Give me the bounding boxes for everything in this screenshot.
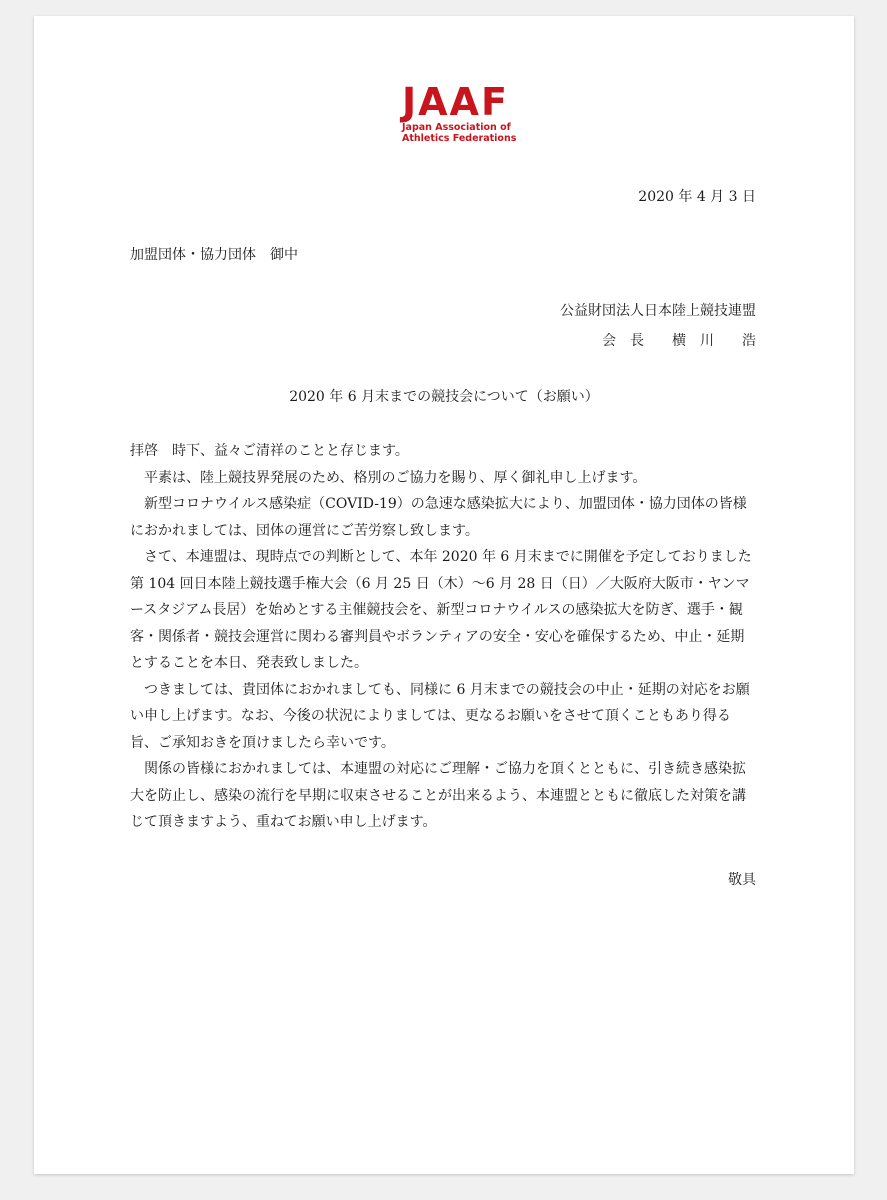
sender-signature	[602, 330, 756, 350]
closing-salutation: 敬具	[728, 872, 756, 888]
body-paragraph: 関係の皆様におかれましては、本連盟の対応にご理解・ご協力を頂くとともに、引き続き感染拡大を防止し、感染の流行を早期に収束させることが出来るよう、本連盟とともに徹底した対策を講じて頂きますよう、重ねてお願い申し上げます。	[130, 761, 746, 830]
greeting-paragraph: 拝啓 時下、益々ご清祥のことと存じます。	[130, 443, 409, 459]
logo-mark: JAAF	[402, 80, 509, 124]
document-page	[34, 16, 854, 1174]
sender-name: 横 川 浩	[672, 333, 756, 349]
logo-subtitle-line-1: Japan Association of	[402, 122, 511, 133]
letter-date: 2020 年 4 月 3 日	[638, 189, 756, 205]
jaaf-logo	[402, 82, 522, 162]
logo-subtitle-line-2: Athletics Federations	[402, 133, 517, 144]
body-paragraph: つきましては、貴団体におかれましても、同様に 6 月末までの競技会の中止・延期の対応をお願い申し上げます。なお、今後の状況によりましては、更なるお願いをさせて頂くこともあり得る旨、ご承知おきを頂けましたら幸いです。	[130, 681, 750, 751]
body-paragraph: 新型コロナウイルス感染症（COVID-19）の急速な感染拡大により、加盟団体・協力団体の皆様におかれましては、団体の運営にご苦労察し致します。	[130, 496, 747, 539]
body-paragraph: さて、本連盟は、現時点での判断として、本年 2020 年 6 月末までに開催を予定しておりました第 104 回日本陸上競技選手権大会（6 月 25 日（木）～6 月 28 日（日）／大阪府大阪市・ヤンマースタジアム長居）を始めとする主催競技会を、新型コロナウイルスの感染拡大を防ぎ、選手・観客・関係者・競技会運営に関わる審判員やボランティアの安全・安心を確保するため、中止・延期とすることを本日、発表致しました。	[130, 549, 752, 671]
letter-subject: 2020 年 6 月末までの競技会について（お願い）	[289, 389, 599, 405]
sender-title: 会 長	[602, 333, 644, 349]
sender-organization: 公益財団法人日本陸上競技連盟	[560, 303, 756, 319]
addressee: 加盟団体・協力団体 御中	[130, 247, 298, 263]
body-paragraph: 平素は、陸上競技界発展のため、格別のご協力を賜り、厚く御礼申し上げます。	[144, 469, 647, 486]
letter-body	[130, 438, 756, 836]
